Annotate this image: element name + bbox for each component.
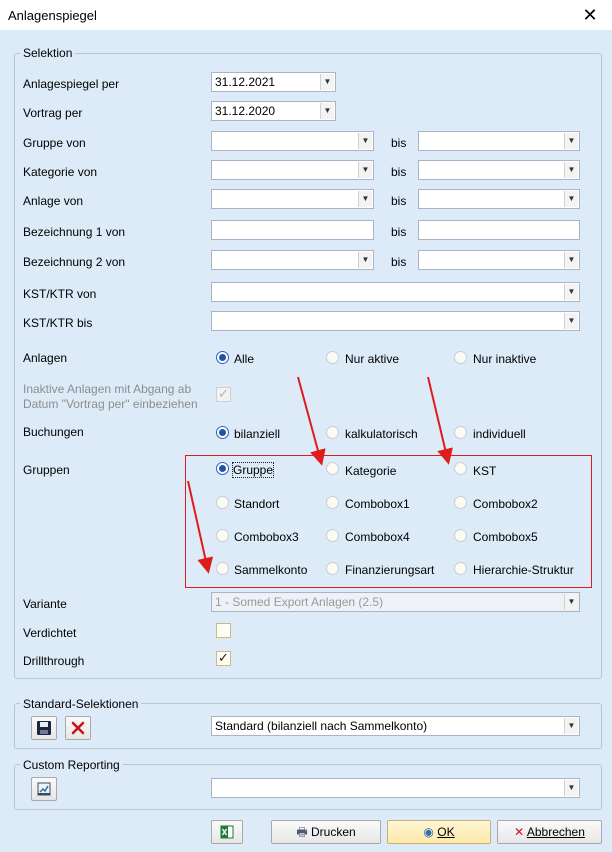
custom-report-button[interactable] <box>31 777 57 801</box>
abbrechen-label: Abbrechen <box>526 825 585 839</box>
arrow-sammelkonto <box>188 481 207 566</box>
ok-button[interactable] <box>387 820 491 844</box>
arrow-kategorie <box>298 377 320 458</box>
variante-label: Variante <box>23 597 67 611</box>
chevron-down-icon[interactable]: ▼ <box>358 252 372 268</box>
custom-reporting-select[interactable] <box>211 778 580 798</box>
custom-reporting-legend: Custom Reporting <box>20 758 123 772</box>
kategorie-bis-label: bis <box>391 165 407 179</box>
chevron-down-icon[interactable]: ▼ <box>320 74 334 90</box>
gruppen-kategorie-label[interactable]: Kategorie <box>345 464 397 478</box>
arrow-kst <box>428 377 447 457</box>
vortrag-per-label: Vortrag per <box>23 106 83 120</box>
chevron-down-icon[interactable]: ▼ <box>564 133 578 149</box>
anlagen-nur-inaktive-label[interactable]: Nur inaktive <box>473 352 537 366</box>
drucken-label: Drucken <box>310 825 356 839</box>
save-icon <box>36 720 52 736</box>
gruppen-hierarchie-label[interactable]: Hierarchie-Struktur <box>473 563 574 577</box>
standard-selektionen-value: Standard (bilanziell nach Sammelkonto) <box>215 719 428 733</box>
anlagen-nur-aktive-label[interactable]: Nur aktive <box>345 352 400 366</box>
gruppen-standort-label[interactable]: Standort <box>234 497 280 511</box>
drillthrough-checkbox[interactable] <box>216 651 231 666</box>
verdichtet-checkbox[interactable] <box>216 623 231 638</box>
anlagen-label: Anlagen <box>23 351 68 365</box>
gruppen-kst-label[interactable]: KST <box>473 464 497 478</box>
delete-button[interactable] <box>65 716 91 740</box>
close-icon[interactable]: ✕ <box>582 5 598 25</box>
bezeichnung1-von-label: Bezeichnung 1 von <box>23 225 126 239</box>
drucken-button[interactable] <box>271 820 381 844</box>
excel-button[interactable] <box>211 820 243 844</box>
bezeichnung2-bis-label: bis <box>391 255 407 269</box>
selektion-legend: Selektion <box>20 46 75 60</box>
gruppen-sammelkonto-label[interactable]: Sammelkonto <box>234 563 308 577</box>
anlage-bis-label: bis <box>391 194 407 208</box>
window-title: Anlagenspiegel <box>8 8 97 23</box>
ok-label: OK <box>437 825 455 839</box>
chevron-down-icon[interactable]: ▼ <box>564 313 578 329</box>
anlagen-alle-label[interactable]: Alle <box>234 352 255 366</box>
gruppen-gruppe-label[interactable]: Gruppe <box>233 463 274 477</box>
inaktive-label-line1: Inaktive Anlagen mit Abgang ab <box>23 382 192 396</box>
check-icon: ✓ <box>218 650 229 665</box>
chevron-down-icon[interactable]: ▼ <box>358 191 372 207</box>
gruppen-combobox5-label[interactable]: Combobox5 <box>473 530 538 544</box>
report-icon <box>36 781 52 797</box>
anlagenspiegel-per-value: 31.12.2021 <box>215 75 276 89</box>
bezeichnung1-bis-label: bis <box>391 225 407 239</box>
chevron-down-icon[interactable]: ▼ <box>320 103 334 119</box>
excel-icon <box>219 824 235 840</box>
chevron-down-icon[interactable]: ▼ <box>564 718 578 734</box>
abbrechen-button[interactable] <box>497 820 602 844</box>
buchungen-label: Buchungen <box>23 425 84 439</box>
close-icon: ✕ <box>514 825 525 839</box>
standard-selektionen-legend: Standard-Selektionen <box>20 697 141 711</box>
chevron-down-icon[interactable]: ▼ <box>358 162 372 178</box>
gruppen-combobox4-label[interactable]: Combobox4 <box>345 530 410 544</box>
chevron-down-icon[interactable]: ▼ <box>564 284 578 300</box>
delete-icon <box>70 720 86 736</box>
verdichtet-label: Verdichtet <box>23 626 77 640</box>
check-icon: ✓ <box>218 386 229 401</box>
variante-value: 1 - Somed Export Anlagen (2.5) <box>215 595 384 609</box>
chevron-down-icon[interactable]: ▼ <box>564 191 578 207</box>
chevron-down-icon[interactable]: ▼ <box>564 252 578 268</box>
gruppe-von-label: Gruppe von <box>23 136 86 150</box>
anlage-von-label: Anlage von <box>23 194 84 208</box>
kst-ktr-bis-label: KST/KTR bis <box>23 316 93 330</box>
chevron-down-icon[interactable]: ▼ <box>564 162 578 178</box>
vortrag-per-value: 31.12.2020 <box>215 104 276 118</box>
chevron-down-icon[interactable]: ▼ <box>358 133 372 149</box>
gruppen-combobox2-label[interactable]: Combobox2 <box>473 497 538 511</box>
inaktive-label-line2: Datum "Vortrag per" einbeziehen <box>23 397 198 411</box>
gruppen-combobox1-label[interactable]: Combobox1 <box>345 497 410 511</box>
printer-icon: 🖶 <box>296 825 308 839</box>
buchungen-individuell-label[interactable]: individuell <box>473 427 526 441</box>
chevron-down-icon[interactable]: ▼ <box>564 780 578 796</box>
drillthrough-label: Drillthrough <box>23 654 85 668</box>
standard-selektionen-select[interactable] <box>211 716 580 736</box>
ok-icon: ◉ <box>423 825 434 839</box>
gruppen-finanzierungsart-label[interactable]: Finanzierungsart <box>345 563 435 577</box>
gruppen-label: Gruppen <box>23 463 70 477</box>
gruppe-bis-label: bis <box>391 136 407 150</box>
kategorie-von-label: Kategorie von <box>23 165 98 179</box>
gruppen-combobox3-label[interactable]: Combobox3 <box>234 530 299 544</box>
kst-ktr-von-label: KST/KTR von <box>23 287 97 301</box>
save-button[interactable] <box>31 716 57 740</box>
variante-field[interactable] <box>211 592 580 612</box>
buchungen-bilanziell-label[interactable]: bilanziell <box>234 427 281 441</box>
chevron-down-icon[interactable]: ▼ <box>564 594 578 610</box>
buchungen-kalkulatorisch-label[interactable]: kalkulatorisch <box>345 427 418 441</box>
bezeichnung2-von-label: Bezeichnung 2 von <box>23 255 126 269</box>
anlagenspiegel-per-label: Anlagespiegel per <box>23 77 120 91</box>
